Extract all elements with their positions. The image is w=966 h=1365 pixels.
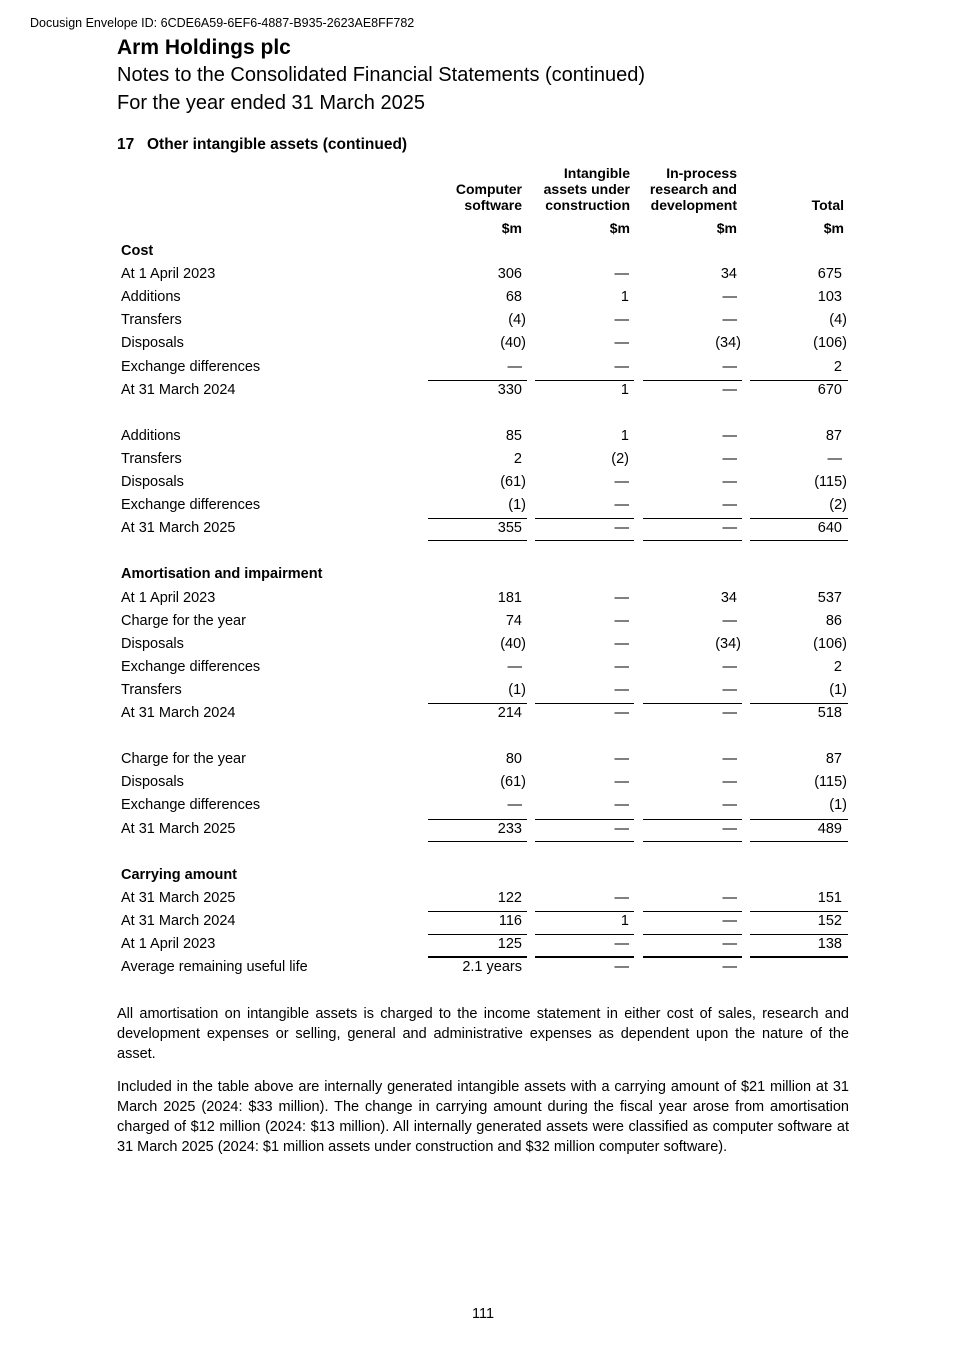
table-row [0,633,966,656]
cell-col-3: — [722,751,737,768]
cell-col-2: — [614,936,629,952]
cell-col-2: — [614,612,629,629]
column-header-3-line-1: In-process [666,165,737,181]
cell-col-2: 1 [620,289,629,306]
table-spacer-row [0,841,966,864]
document-subtitle: Notes to the Consolidated Financial Statements (continued) [117,64,646,86]
table-rule [428,819,527,820]
cell-col-4: 537 [817,589,842,606]
table-row [0,748,966,771]
cell-col-4: 518 [817,705,842,721]
cell-col-4: 2 [833,658,842,675]
cell-col-4: 152 [817,912,842,929]
table-row [0,286,966,309]
table-row [0,794,966,817]
section-title: Other intangible assets (continued) [147,136,408,153]
cell-col-1: 85 [505,427,522,444]
cell-col-2: — [614,774,629,791]
table-row [0,818,966,841]
table-section-heading [0,563,966,586]
row-label: Disposals [121,774,184,791]
table-row [0,379,966,402]
cell-col-3: — [722,936,737,952]
cell-col-1: 80 [505,751,522,768]
column-header-2-line-1: Intangible [563,165,630,181]
row-label: Disposals [121,474,184,490]
table-row [0,263,966,286]
cell-col-3: — [722,427,737,444]
row-label: At 31 March 2025 [121,820,236,837]
row-label: At 31 March 2025 [121,520,236,537]
cell-col-1: 306 [497,266,522,283]
reporting-period: For the year ended 31 March 2025 [117,92,425,114]
column-header-3-line-3: development [650,197,737,213]
table-rule [643,703,742,704]
table-rule [643,911,742,912]
table-row [0,517,966,540]
table-rule [535,957,634,958]
cell-col-1: (61) [500,774,526,791]
row-label: At 1 April 2023 [121,936,216,952]
row-label: Average remaining useful life [121,959,308,976]
cell-col-4: 87 [825,751,842,768]
cell-col-3: — [722,820,737,837]
row-label: Cost [121,243,154,259]
cell-col-2: — [614,959,629,976]
row-label: At 31 March 2025 [121,889,236,906]
cell-col-3: 34 [720,266,737,283]
cell-col-1: (1) [508,497,526,514]
cell-col-3: — [722,381,737,398]
row-label: Transfers [121,681,182,698]
cell-col-4: 2 [833,358,842,375]
row-label: At 1 April 2023 [121,266,216,283]
cell-col-1: — [507,797,522,814]
cell-col-2: — [614,312,629,329]
table-section-heading [0,240,966,263]
cell-col-4: (106) [813,635,847,652]
cell-col-3: — [722,289,737,306]
row-label: Exchange differences [121,658,261,675]
cell-col-1: (1) [508,681,526,698]
table-rule [535,703,634,704]
table-spacer-row [0,402,966,425]
row-label: Charge for the year [121,612,246,629]
cell-col-2: — [614,681,629,698]
row-label: Additions [121,427,181,444]
row-label: Charge for the year [121,751,246,768]
table-rule [535,911,634,912]
table-rule [643,934,742,935]
cell-col-3: — [722,959,737,976]
table-row [0,956,966,979]
cell-col-1: — [507,658,522,675]
cell-col-4: 151 [817,889,842,906]
table-row [0,679,966,702]
cell-col-2: (2) [611,450,629,467]
table-rule [535,380,634,381]
row-label: Exchange differences [121,497,261,514]
column-unit-2: $m [609,220,630,236]
table-rule [428,911,527,912]
docusign-envelope-id: Docusign Envelope ID: 6CDE6A59-6EF6-4887-B935-2623AE8FF782 [30,16,415,30]
table-row [0,887,966,910]
cell-col-3: — [722,474,737,490]
cell-col-4: (115) [814,774,847,791]
cell-col-1: 68 [505,289,522,306]
table-rule [535,518,634,519]
cell-col-4: 489 [817,820,842,837]
table-row [0,309,966,332]
row-label: Additions [121,289,181,306]
page-number: 111 [471,1306,495,1322]
section-heading [117,136,407,154]
cell-col-2: — [614,497,629,514]
cell-col-4: (4) [829,312,847,329]
table-rule [535,540,634,541]
cell-col-1: 2 [513,450,522,467]
cell-col-4: (115) [814,474,847,490]
row-label: Exchange differences [121,797,261,814]
cell-col-3: 34 [720,589,737,606]
table-rule [643,518,742,519]
table-rule [428,957,527,958]
table-rule [750,540,848,541]
cell-col-1: 355 [497,520,522,537]
table-rule [535,934,634,935]
table-rule [428,703,527,704]
cell-col-2: — [614,635,629,652]
row-label: At 31 March 2024 [121,381,236,398]
row-label: At 31 March 2024 [121,912,236,929]
cell-col-3: — [722,612,737,629]
table-rule [750,518,848,519]
cell-col-2: — [614,751,629,768]
table-rule [750,819,848,820]
cell-col-2: — [614,889,629,906]
cell-col-2: 1 [620,912,629,929]
cell-col-3: — [722,889,737,906]
table-rule [428,518,527,519]
cell-col-3: — [722,497,737,514]
cell-col-1: 330 [497,381,522,398]
cell-col-3: (34) [715,635,741,652]
table-rule [428,841,527,842]
table-row [0,702,966,725]
table-rule [428,934,527,935]
cell-col-2: — [614,705,629,721]
table-row [0,610,966,633]
column-unit-3: $m [716,220,737,236]
cell-col-4: (2) [829,497,847,514]
cell-col-1: 125 [497,936,522,952]
cell-col-2: — [614,474,629,490]
row-label: At 31 March 2024 [121,705,236,721]
cell-col-2: — [614,520,629,537]
table-row [0,656,966,679]
cell-col-1: 2.1 years [462,959,522,976]
column-unit-4: $m [823,220,844,236]
cell-col-2: — [614,335,629,352]
cell-col-4: (1) [829,797,847,814]
cell-col-2: — [614,797,629,814]
cell-col-4: 675 [817,266,842,283]
cell-col-3: — [722,774,737,791]
cell-col-2: 1 [620,381,629,398]
note-paragraph-2: Included in the table above are internally generated intangible assets with a carrying amount of $21 million at 31 March 2025 (2024: $33 million). The change in carrying amount during the fiscal year arose from amortisation charged of $12 million (2024: $13 million). All internally generated assets were classified as computer software at 31 March 2025 (2024: $1 million assets under construction and $32 million computer software). [117,1079,849,1155]
cell-col-2: — [614,358,629,375]
table-row [0,471,966,494]
table-rule [750,934,848,935]
cell-col-4: (1) [829,681,847,698]
table-rule [750,380,848,381]
cell-col-4: — [827,450,842,467]
table-row [0,494,966,517]
column-header-2-line-3: construction [545,197,630,213]
table-rule [750,841,848,842]
cell-col-1: (40) [500,335,526,352]
table-rule [643,380,742,381]
table-rule [750,703,848,704]
table-row [0,771,966,794]
cell-col-1: 181 [497,589,522,606]
row-label: Disposals [121,335,184,352]
table-rule [428,380,527,381]
table-rule [643,540,742,541]
cell-col-4: 86 [825,612,842,629]
cell-col-3: (34) [715,335,741,352]
section-number: 17 [117,136,135,153]
cell-col-4: 138 [817,936,842,952]
column-header-1-line-3: software [464,197,522,213]
row-label: Amortisation and impairment [121,566,323,583]
table-spacer-row [0,540,966,563]
column-header-3-line-2: research and [649,181,737,197]
cell-col-2: — [614,820,629,837]
cell-col-3: — [722,450,737,467]
table-section-heading [0,864,966,887]
table-spacer-row [0,725,966,748]
column-header-2-line-2: assets under [543,181,630,197]
table-rule [535,819,634,820]
table-rule [535,841,634,842]
cell-col-3: — [722,681,737,698]
table-row [0,910,966,933]
cell-col-2: — [614,266,629,283]
cell-col-1: 233 [497,820,522,837]
table-row [0,448,966,471]
cell-col-3: — [722,797,737,814]
table-rule [643,819,742,820]
cell-col-3: — [722,912,737,929]
column-unit-1: $m [501,220,522,236]
row-label: Transfers [121,450,182,467]
cell-col-1: 122 [497,889,522,906]
cell-col-1: 116 [498,912,522,929]
table-row [0,587,966,610]
company-name: Arm Holdings plc [117,36,291,59]
cell-col-4: 103 [817,289,842,306]
table-rule [643,957,742,958]
table-row [0,356,966,379]
cell-col-3: — [722,312,737,329]
table-rule [750,911,848,912]
row-label: Exchange differences [121,358,261,375]
table-row [0,332,966,355]
table-row [0,425,966,448]
row-label: Carrying amount [121,866,238,883]
cell-col-1: (61) [500,474,526,490]
note-paragraph-1: All amortisation on intangible assets is charged to the income statement in either cost of sales, research and development expenses or selling, general and administrative expenses as dependent upon the nature of the asset. [117,1006,849,1062]
row-label: At 1 April 2023 [121,589,216,606]
cell-col-4: 640 [817,520,842,537]
cell-col-4: 670 [817,381,842,398]
table-rule [428,540,527,541]
cell-col-3: — [722,705,737,721]
cell-col-2: — [614,589,629,606]
cell-col-4: (106) [813,335,847,352]
cell-col-3: — [722,520,737,537]
row-label: Disposals [121,635,184,652]
cell-col-1: 214 [497,705,522,721]
column-header-1-line-2: Computer [455,181,522,197]
cell-col-3: — [722,358,737,375]
column-header-4-line-3: Total [811,197,844,213]
table-rule [750,957,848,958]
row-label: Transfers [121,312,182,329]
table-row [0,933,966,956]
cell-col-2: 1 [620,427,629,444]
cell-col-1: (4) [508,312,526,329]
cell-col-2: — [614,658,629,675]
cell-col-3: — [722,658,737,675]
cell-col-4: 87 [825,427,842,444]
cell-col-1: — [507,358,522,375]
cell-col-1: (40) [500,635,526,652]
table-rule [643,841,742,842]
cell-col-1: 74 [505,612,522,629]
